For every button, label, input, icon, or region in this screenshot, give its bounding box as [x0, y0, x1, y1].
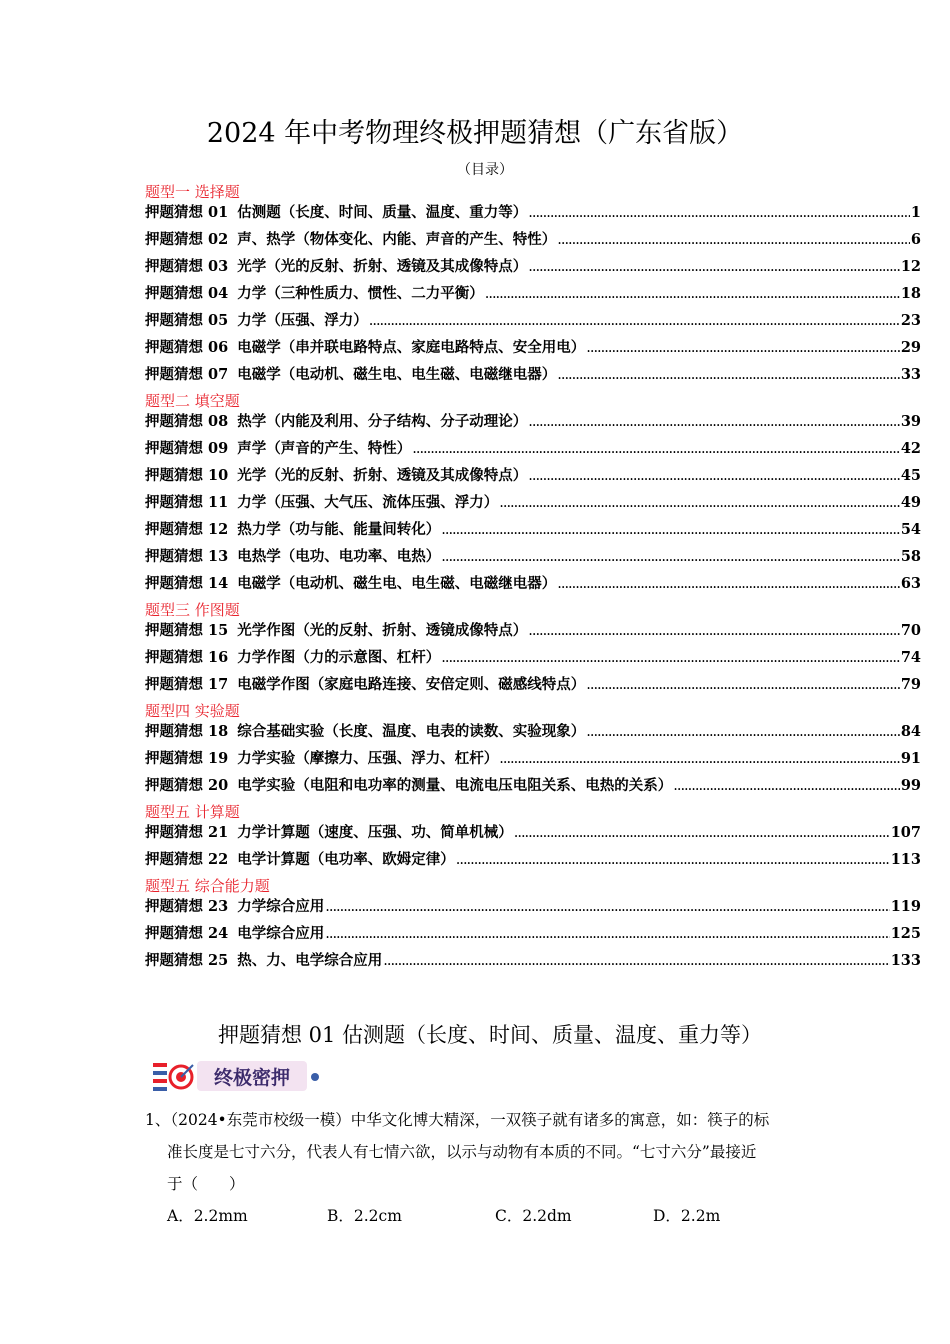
toc-entry-number: 押题猜想 23	[145, 898, 229, 915]
toc-entry[interactable]	[145, 202, 921, 229]
toc-entry[interactable]	[145, 256, 921, 283]
toc-entry-number: 押题猜想 21	[145, 824, 229, 841]
toc-entry-title: 力学计算题（速度、压强、功、简单机械）	[237, 824, 513, 841]
toc-entry[interactable]	[145, 775, 921, 802]
toc-entry-page: 70	[900, 622, 921, 639]
toc-leader-dots	[557, 229, 910, 251]
toc-entry-number: 押题猜想 04	[145, 285, 229, 302]
toc-leader-dots	[586, 674, 900, 696]
toc-leader-dots	[528, 620, 900, 642]
toc-entry-title: 电学综合应用	[237, 925, 325, 942]
toc-entry-title: 电学计算题（电功率、欧姆定律）	[237, 851, 455, 868]
option-b[interactable]: B．2.2cm	[327, 1207, 402, 1225]
question-line: 1、（2024•东莞市校级一模）中华文化博大精深，一双筷子就有诸多的寓意，如：筷子的标	[145, 1111, 770, 1129]
target-icon	[153, 1063, 193, 1091]
toc-entry-page: 84	[900, 723, 921, 740]
toc-entry-page: 113	[890, 851, 921, 868]
toc-entry-page: 63	[900, 575, 921, 592]
toc-entry[interactable]	[145, 896, 921, 923]
dot-icon	[311, 1073, 319, 1081]
toc-entry-number: 押题猜想 13	[145, 548, 229, 565]
toc-entry[interactable]	[145, 411, 921, 438]
toc-entry-title: 力学实验（摩擦力、压强、浮力、杠杆）	[237, 750, 499, 767]
toc-entry[interactable]	[145, 748, 921, 775]
toc-leader-dots	[586, 721, 900, 743]
toc-entry-page: 29	[900, 339, 921, 356]
table-of-contents	[145, 182, 921, 977]
toc-entry-title: 电磁学（电动机、磁生电、电生磁、电磁继电器）	[237, 575, 557, 592]
toc-entry-number: 押题猜想 25	[145, 952, 229, 969]
toc-entry-page: 45	[900, 467, 921, 484]
toc-entry-page: 18	[900, 285, 921, 302]
toc-entry[interactable]	[145, 849, 921, 876]
toc-entry-page: 23	[900, 312, 921, 329]
toc-leader-dots	[383, 950, 889, 972]
toc-leader-dots	[325, 896, 889, 918]
toc-entry-number: 押题猜想 24	[145, 925, 229, 942]
toc-entry-number: 押题猜想 11	[145, 494, 229, 511]
question-line: 于（ ）	[167, 1175, 245, 1193]
toc-entry-number: 押题猜想 01	[145, 204, 229, 221]
toc-entry-title: 力学（压强、大气压、流体压强、浮力）	[237, 494, 499, 511]
toc-entry[interactable]	[145, 492, 921, 519]
toc-section-heading: 题型三 作图题	[145, 601, 240, 619]
toc-entry-number: 押题猜想 07	[145, 366, 229, 383]
toc-entry-title: 声学（声音的产生、特性）	[237, 440, 412, 457]
toc-entry-number: 押题猜想 09	[145, 440, 229, 457]
toc-leader-dots	[586, 337, 900, 359]
toc-entry-page: 33	[900, 366, 921, 383]
toc-entry-page: 125	[890, 925, 921, 942]
toc-leader-dots	[528, 411, 900, 433]
toc-entry-title: 光学作图（光的反射、折射、透镜成像特点）	[237, 622, 528, 639]
toc-entry-page: 1	[910, 204, 921, 221]
toc-entry-page: 91	[900, 750, 921, 767]
toc-entry-page: 133	[890, 952, 921, 969]
toc-leader-dots	[369, 310, 900, 332]
toc-entry[interactable]	[145, 950, 921, 977]
toc-entry-title: 力学（三种性质力、惯性、二力平衡）	[237, 285, 484, 302]
toc-leader-dots	[673, 775, 900, 797]
toc-entry[interactable]	[145, 465, 921, 492]
toc-entry[interactable]	[145, 923, 921, 950]
toc-section-heading: 题型一 选择题	[145, 183, 240, 201]
toc-entry[interactable]	[145, 721, 921, 748]
toc-entry-page: 6	[910, 231, 921, 248]
toc-entry-page: 39	[900, 413, 921, 430]
toc-entry-number: 押题猜想 03	[145, 258, 229, 275]
toc-entry-title: 光学（光的反射、折射、透镜及其成像特点）	[237, 467, 528, 484]
toc-leader-dots	[514, 822, 890, 844]
section-heading: 押题猜想 01 估测题（长度、时间、质量、温度、重力等）	[217, 1023, 763, 1047]
toc-entry-title: 光学（光的反射、折射、透镜及其成像特点）	[237, 258, 528, 275]
toc-leader-dots	[528, 202, 910, 224]
toc-entry[interactable]	[145, 283, 921, 310]
toc-entry[interactable]	[145, 519, 921, 546]
toc-entry[interactable]	[145, 229, 921, 256]
toc-entry[interactable]	[145, 337, 921, 364]
toc-entry[interactable]	[145, 438, 921, 465]
toc-section-heading: 题型五 综合能力题	[145, 877, 270, 895]
toc-leader-dots	[557, 573, 900, 595]
toc-entry-title: 电磁学作图（家庭电路连接、安倍定则、磁感线特点）	[237, 676, 586, 693]
toc-leader-dots	[325, 923, 889, 945]
toc-entry-page: 49	[900, 494, 921, 511]
toc-entry-title: 电磁学（电动机、磁生电、电生磁、电磁继电器）	[237, 366, 557, 383]
toc-leader-dots	[528, 256, 900, 278]
toc-leader-dots	[557, 364, 900, 386]
banner-label: 终极密押	[213, 1067, 291, 1089]
toc-entry-number: 押题猜想 10	[145, 467, 229, 484]
toc-entry[interactable]	[145, 364, 921, 391]
toc-entry[interactable]	[145, 647, 921, 674]
toc-leader-dots	[441, 647, 900, 669]
toc-entry-number: 押题猜想 14	[145, 575, 229, 592]
toc-entry-page: 58	[900, 548, 921, 565]
toc-entry-page: 12	[900, 258, 921, 275]
banner	[153, 1055, 333, 1095]
toc-entry-number: 押题猜想 18	[145, 723, 229, 740]
toc-entry-title: 力学综合应用	[237, 898, 325, 915]
question-1	[145, 1104, 825, 1200]
toc-entry-page: 79	[900, 676, 921, 693]
toc-entry[interactable]	[145, 822, 921, 849]
toc-entry[interactable]	[145, 310, 921, 337]
toc-entry-page: 119	[890, 898, 921, 915]
toc-entry-number: 押题猜想 20	[145, 777, 229, 794]
toc-entry-title: 热、力、电学综合应用	[237, 952, 383, 969]
toc-entry-title: 热学（内能及利用、分子结构、分子动理论）	[237, 413, 528, 430]
toc-entry-title: 电磁学（串并联电路特点、家庭电路特点、安全用电）	[237, 339, 586, 356]
document-title: 2024 年中考物理终极押题猜想（广东省版）	[206, 118, 744, 149]
toc-leader-dots	[441, 519, 900, 541]
toc-entry-title: 力学作图（力的示意图、杠杆）	[237, 649, 441, 666]
toc-leader-dots	[412, 438, 900, 460]
toc-entry-number: 押题猜想 08	[145, 413, 229, 430]
toc-leader-dots	[528, 465, 900, 487]
toc-leader-dots	[485, 283, 900, 305]
option-c[interactable]: C．2.2dm	[495, 1207, 572, 1225]
toc-label: （目录）	[457, 162, 513, 178]
toc-entry-title: 估测题（长度、时间、质量、温度、重力等）	[237, 204, 528, 221]
toc-entry-number: 押题猜想 05	[145, 312, 229, 329]
toc-leader-dots	[441, 546, 900, 568]
toc-entry-title: 综合基础实验（长度、温度、电表的读数、实验现象）	[237, 723, 586, 740]
toc-entry-number: 押题猜想 22	[145, 851, 229, 868]
toc-entry-title: 电热学（电功、电功率、电热）	[237, 548, 441, 565]
toc-entry-title: 力学（压强、浮力）	[237, 312, 368, 329]
toc-entry-page: 74	[900, 649, 921, 666]
toc-entry-number: 押题猜想 02	[145, 231, 229, 248]
question-line: 准长度是七寸六分，代表人有七情六欲，以示与动物有本质的不同。“七寸六分”最接近	[167, 1143, 757, 1161]
toc-entry-number: 押题猜想 06	[145, 339, 229, 356]
toc-entry-number: 押题猜想 17	[145, 676, 229, 693]
toc-entry-page: 99	[900, 777, 921, 794]
option-a[interactable]: A．2.2mm	[167, 1207, 248, 1225]
toc-section-heading: 题型五 计算题	[145, 803, 240, 821]
toc-section-heading: 题型四 实验题	[145, 702, 240, 720]
option-d[interactable]: D．2.2m	[653, 1207, 721, 1225]
toc-entry-number: 押题猜想 19	[145, 750, 229, 767]
toc-leader-dots	[499, 748, 900, 770]
toc-leader-dots	[456, 849, 890, 871]
toc-entry-number: 押题猜想 15	[145, 622, 229, 639]
toc-section-heading: 题型二 填空题	[145, 392, 240, 410]
toc-entry[interactable]	[145, 674, 921, 701]
toc-entry-page: 42	[900, 440, 921, 457]
toc-entry[interactable]	[145, 573, 921, 600]
toc-entry-title: 热力学（功与能、能量间转化）	[237, 521, 441, 538]
toc-entry-number: 押题猜想 12	[145, 521, 229, 538]
toc-leader-dots	[499, 492, 900, 514]
toc-entry[interactable]	[145, 546, 921, 573]
toc-entry-page: 107	[890, 824, 921, 841]
toc-entry-number: 押题猜想 16	[145, 649, 229, 666]
toc-entry-title: 声、热学（物体变化、内能、声音的产生、特性）	[237, 231, 557, 248]
toc-entry-page: 54	[900, 521, 921, 538]
toc-entry[interactable]	[145, 620, 921, 647]
toc-entry-title: 电学实验（电阻和电功率的测量、电流电压电阻关系、电热的关系）	[237, 777, 673, 794]
